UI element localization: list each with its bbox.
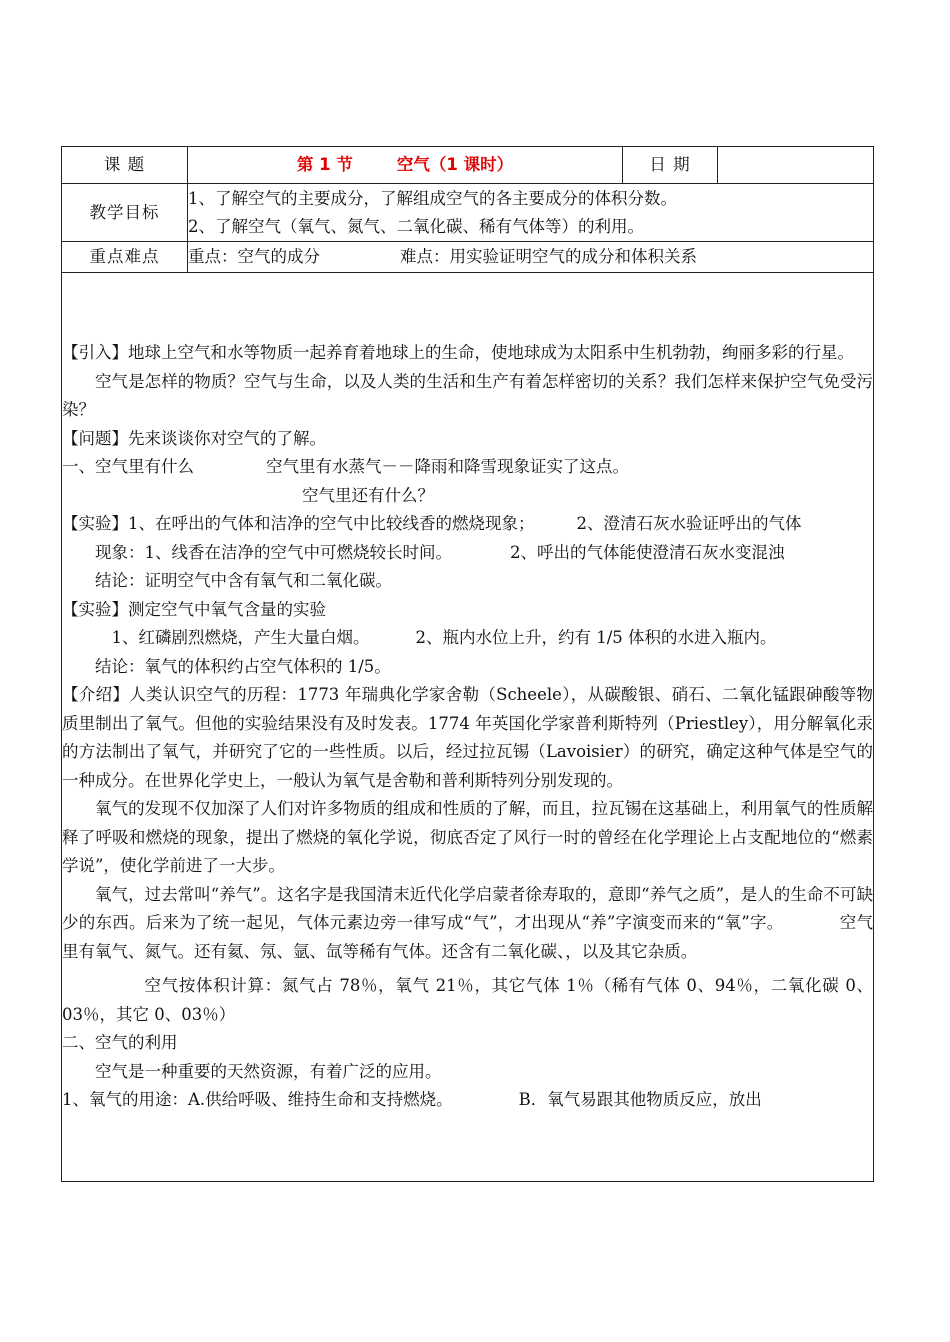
discovery-paragraph: 氧气的发现不仅加深了人们对许多物质的组成和性质的了解，而且，拉瓦锡在这基础上，利用氧气的性质解释了呼吸和燃烧的现象，提出了燃烧的氧化学说，彻底否定了风行一时的曾经在化学理论上占支配地位的“燃素学说”，使化学前进了一大步。 — [62, 799, 873, 876]
keys-content — [188, 242, 874, 273]
history-paragraph: 【介绍】人类认识空气的历程：1773 年瑞典化学家舍勒（Scheele），从碳酸银、硝石、二氧化锰跟砷酸等物质里制出了氧气。但他的实验结果没有及时发表。1774 年英国化学家普利斯特列（Priestley），用分解氧化汞的方法制出了氧气，并研究了它的一些性质。以后，经过拉瓦锡（Lavoisier）的研究，确定这种气体是空气的一种成分。在世界化学史上，一般认为氧气是舍勒和普利斯特列分别发现的。 — [62, 685, 873, 790]
experiment-1-a: 【实验】1、在呼出的气体和洁净的空气中比较线香的燃烧现象； — [62, 514, 535, 534]
conclusion-1: 结论：证明空气中含有氧气和二氧化碳。 — [95, 571, 392, 591]
oxygen-use-paragraph — [62, 1086, 873, 1115]
oxygen-use-b: B．氧气易跟其他物质反应，放出 — [518, 1090, 762, 1110]
lesson-plan-sheet — [61, 146, 873, 1182]
experiment-2-obs-a: 1、红磷剧烈燃烧，产生大量白烟。 — [111, 628, 370, 648]
composition-paragraph: 空气按体积计算：氮气占 78％，氧气 21％，其它气体 1％（稀有气体 0、94％，二氧化碳 0、03％，其它 0、03％） — [62, 976, 873, 1024]
key-difficulty: 难点：用实验证明空气的成分和体积关系 — [400, 247, 697, 266]
section-1-line — [62, 453, 873, 482]
naming-b: 空气里有氧气、氮气。还有氦、氖、氩、氙等稀有气体。还含有二氧化碳、，以及其它杂质。 — [62, 913, 873, 961]
phenomenon-1-paragraph — [62, 539, 873, 568]
body-row — [62, 273, 874, 1182]
experiment-2-observation — [62, 624, 873, 653]
section-2-intro: 空气是一种重要的天然资源，有着广泛的应用。 — [95, 1061, 442, 1081]
header-row — [62, 147, 874, 184]
conclusion-2: 结论：氧气的体积约占空气体积的 1/5。 — [95, 656, 391, 676]
goals-content — [188, 184, 874, 242]
experiment-1-b: 2、澄清石灰水验证呼出的气体 — [576, 514, 802, 534]
keys-row — [62, 242, 874, 273]
lesson-body — [62, 273, 874, 1182]
goals-label: 教学目标 — [62, 184, 188, 242]
topic-label: 课 题 — [62, 147, 188, 184]
section-1-other: 空气里还有什么？ — [302, 485, 434, 505]
section-1-water: 空气里有水蒸气－－降雨和降雪现象证实了这点。 — [266, 457, 629, 477]
naming-paragraph — [62, 881, 873, 967]
experiment-2-title: 【实验】测定空气中氧气含量的实验 — [62, 599, 326, 619]
intro-paragraph: 【引入】地球上空气和水等物质一起养育着地球上的生命，使地球成为太阳系中生机勃勃，绚丽多彩的行星。 — [62, 343, 854, 363]
date-label: 日 期 — [623, 147, 718, 184]
goal-item: 1、了解空气的主要成分，了解组成空气的各主要成分的体积分数。 — [188, 188, 677, 208]
experiment-2-obs-b: 2、瓶内水位上升，约有 1/5 体积的水进入瓶内。 — [415, 628, 777, 648]
experiment-1-paragraph — [62, 510, 873, 539]
naming-a: 氧气，过去常叫“养气”。这名字是我国清末近代化学启蒙者徐寿取的，意即“养气之质”，是人的生命不可缺少的东西。后来为了统一起见，气体元素边旁一律写成“气”，才出现从“养”字演变而来的“氧”字。 — [62, 884, 873, 933]
goals-row — [62, 184, 874, 242]
section-2-title: 二、空气的利用 — [62, 1033, 178, 1053]
keys-label: 重点难点 — [62, 242, 188, 273]
question-paragraph: 【问题】先来谈谈你对空气的了解。 — [62, 428, 326, 448]
section-1-title: 一、空气里有什么 — [62, 457, 194, 477]
phenomenon-1-b: 2、呼出的气体能使澄清石灰水变混浊 — [510, 542, 785, 562]
lesson-title-section: 第 1 节 — [296, 155, 353, 174]
lesson-plan-table — [61, 146, 874, 1182]
date-value — [718, 147, 874, 184]
lesson-title-topic: 空气（1 课时） — [396, 155, 514, 174]
goal-item: 2、了解空气（氧气、氮气、二氧化碳、稀有气体等）的利用。 — [188, 216, 644, 236]
oxygen-use-a: 1、氧气的用途：A.供给呼吸、维持生命和支持燃烧。 — [62, 1090, 453, 1110]
phenomenon-1-a: 现象：1、线香在洁净的空气中可燃烧较长时间。 — [95, 542, 452, 562]
intro-question-paragraph: 空气是怎样的物质？空气与生命，以及人类的生活和生产有着怎样密切的关系？我们怎样来保护空气免受污染？ — [62, 371, 873, 420]
key-focus: 重点：空气的成分 — [188, 247, 320, 266]
lesson-title — [188, 147, 623, 184]
